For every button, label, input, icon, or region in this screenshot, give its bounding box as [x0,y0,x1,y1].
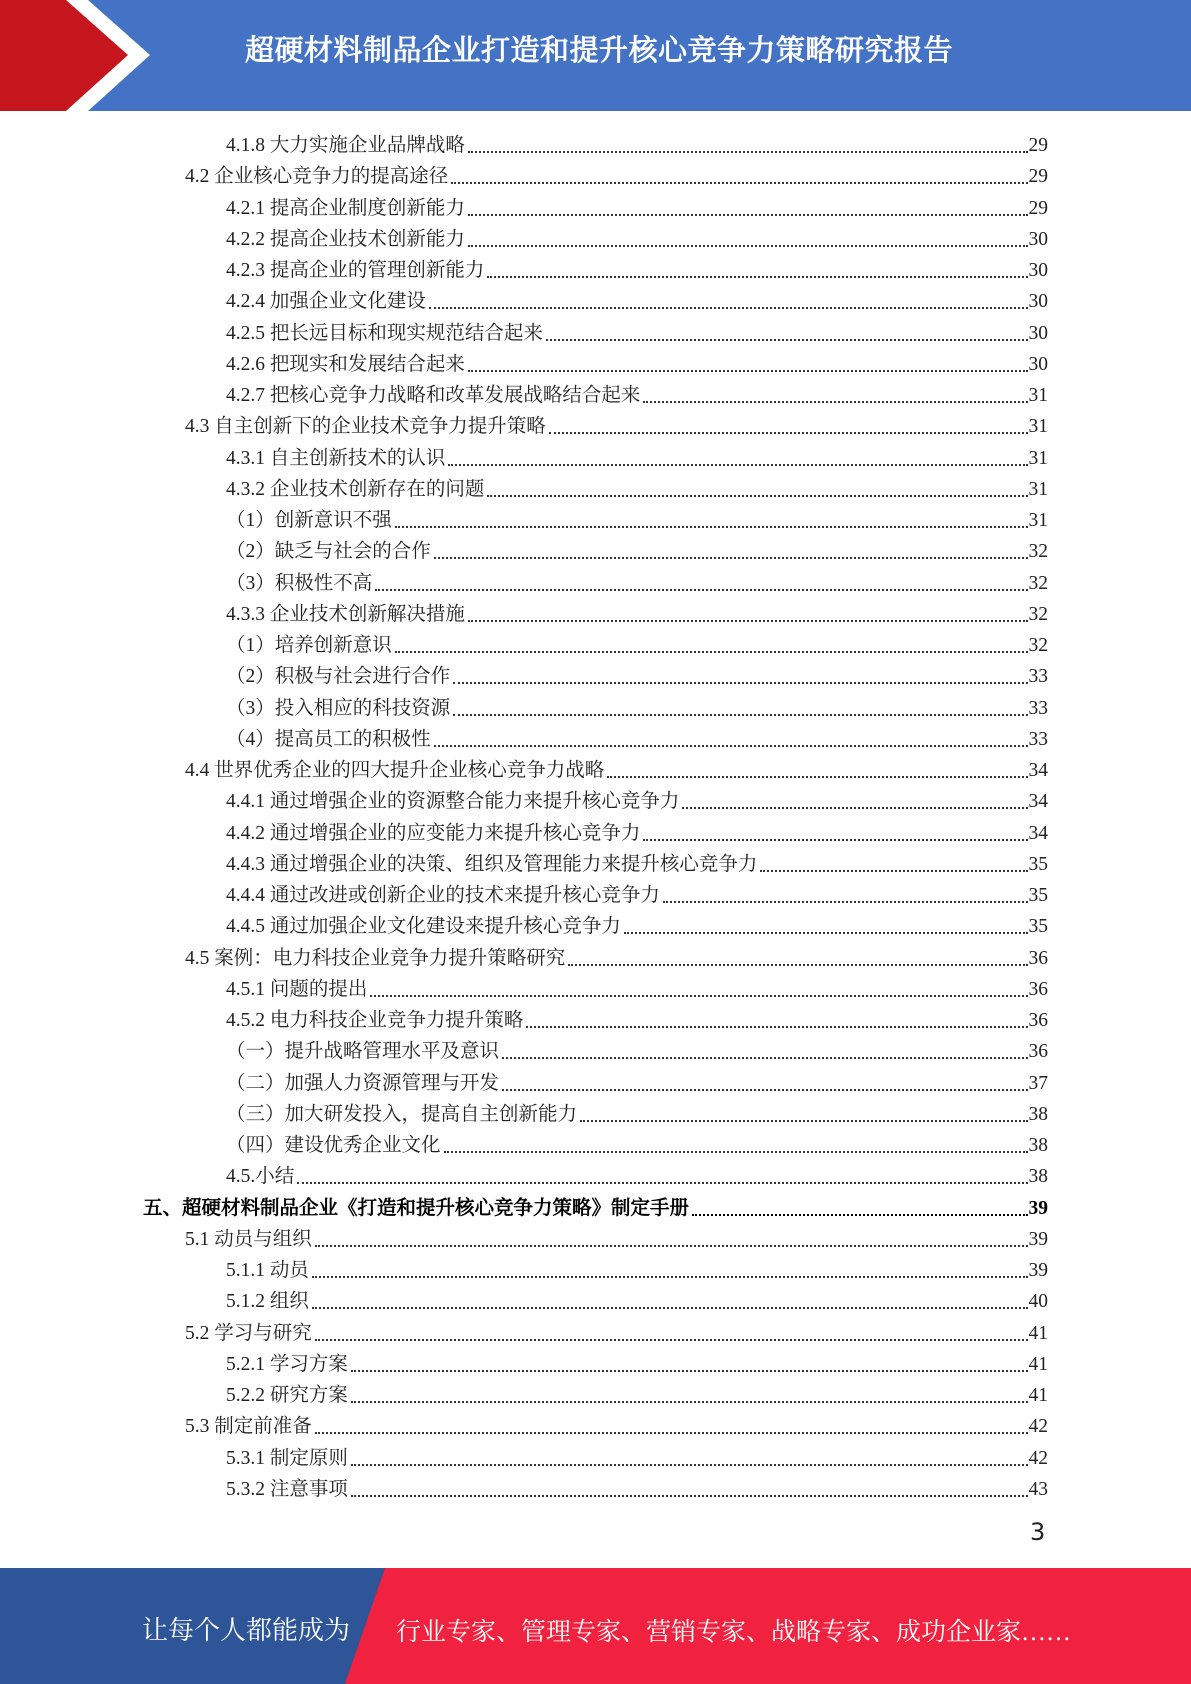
toc-entry-page: 38 [1028,1103,1048,1125]
toc-entry-title: 4.4 世界优秀企业的四大提升企业核心竞争力战略 [185,760,605,781]
toc-entry-title: 4.3.2 企业技术创新存在的问题 [226,478,485,500]
toc-entry-title: 5.1.1 动员 [226,1260,309,1281]
toc-entry-title: （一）提升战略管理水平及意识 [226,1041,500,1063]
toc-entry-title: 4.2 企业核心竞争力的提高途径 [185,166,449,188]
toc-entry-page: 36 [1028,1041,1048,1063]
toc-entry-title: 4.5.小结 [226,1166,295,1188]
toc-entry-title: 4.5.1 问题的提出 [226,978,368,1000]
toc-leader-dots [502,1057,1027,1059]
toc-entry-page: 31 [1028,447,1048,469]
toc-leader-dots [429,307,1028,309]
toc-leader-dots [315,1432,1028,1434]
toc-entry-title: 4.5 案例：电力科技企业竞争力提升策略研究 [185,947,566,969]
toc-leader-dots [312,1307,1028,1309]
toc-leader-dots [468,370,1028,372]
toc-leader-dots [375,589,1027,591]
toc-entry-title: 4.4.4 通过改进或创新企业的技术来提升核心竞争力 [226,885,660,906]
toc-entry[interactable] [226,690,1048,721]
toc-leader-dots [468,620,1028,622]
toc-entry-title: 4.2.2 提高企业技术创新能力 [226,228,465,250]
toc-entry[interactable] [226,846,1048,877]
toc-entry-page: 34 [1028,760,1048,781]
toc-entry-title: 4.4.5 通过加强企业文化建设来提升核心竞争力 [226,916,621,938]
toc-leader-dots [580,1120,1027,1122]
toc-leader-dots [453,714,1027,716]
toc-entry-page: 35 [1028,885,1048,906]
toc-entry[interactable] [226,908,1048,939]
toc-leader-dots [663,901,1028,903]
toc-entry[interactable] [226,1033,1048,1064]
toc-entry-page: 30 [1028,353,1048,375]
toc-entry[interactable] [185,940,1048,971]
toc-leader-dots [549,432,1028,434]
toc-entry-page: 33 [1028,728,1048,750]
toc-entry[interactable] [226,315,1048,346]
toc-entry-page: 29 [1028,135,1048,156]
toc-entry[interactable] [226,283,1048,314]
toc-entry-page: 33 [1028,697,1048,719]
toc-entry-title: 5.1 动员与组织 [185,1228,312,1250]
page-header [0,0,1191,111]
toc-entry-page: 30 [1028,228,1048,250]
toc-leader-dots [468,151,1028,153]
toc-entry-title: （三）加大研发投入，提高自主创新能力 [226,1103,578,1125]
toc-entry[interactable] [226,1127,1048,1158]
toc-entry-page: 31 [1028,510,1048,531]
toc-entry-page: 38 [1028,1135,1048,1156]
toc-entry-title: 5.3.2 注意事项 [226,1478,348,1500]
toc-entry-title: 5.2.1 学习方案 [226,1353,348,1375]
page-number: 3 [1030,1518,1046,1546]
toc-entry-title: 4.2.5 把长远目标和现实规范结合起来 [226,322,543,344]
toc-leader-dots [502,1089,1027,1091]
toc-entry-page: 34 [1028,822,1048,844]
toc-entry-page: 37 [1028,1072,1048,1094]
toc-entry-title: 4.3.1 自主创新技术的认识 [226,447,446,469]
toc-leader-dots [526,1026,1027,1028]
toc-leader-dots [434,745,1028,747]
toc-leader-dots [297,1182,1027,1184]
toc-leader-dots [468,214,1028,216]
toc-entry-page: 41 [1028,1385,1048,1406]
footer-slogan-right: 行业专家、管理专家、营销专家、战略专家、成功企业家…… [396,1619,1072,1646]
toc-entry-page: 39 [1028,1197,1048,1219]
toc-entry-page: 39 [1028,1228,1048,1250]
toc-leader-dots [434,557,1028,559]
toc-entry-page: 39 [1028,1260,1048,1281]
toc-entry-title: （3）投入相应的科技资源 [226,697,451,719]
toc-leader-dots [468,245,1028,247]
toc-leader-dots [315,1245,1028,1247]
toc-entry-page: 34 [1028,791,1048,813]
toc-entry-page: 35 [1028,916,1048,938]
toc-entry-title: （3）积极性不高 [226,572,373,594]
toc-entry-page: 30 [1028,260,1048,281]
toc-leader-dots [643,401,1027,403]
toc-leader-dots [643,839,1027,841]
toc-entry-page: 29 [1028,166,1048,188]
toc-entry[interactable] [226,1283,1048,1314]
toc-entry-title: 4.2.1 提高企业制度创新能力 [226,197,465,219]
toc-entry[interactable] [226,877,1048,908]
toc-entry[interactable] [226,440,1048,471]
toc-entry-title: 4.2.4 加强企业文化建设 [226,291,426,313]
toc-entry-page: 31 [1028,416,1048,438]
toc-entry[interactable] [226,815,1048,846]
page-footer [0,1568,1191,1684]
toc-entry[interactable] [226,1377,1048,1408]
toc-leader-dots [351,1495,1028,1497]
toc-entry[interactable] [226,721,1048,752]
toc-entry[interactable] [226,127,1048,158]
toc-leader-dots [692,1214,1027,1216]
toc-leader-dots [370,995,1027,997]
toc-entry-page: 43 [1028,1478,1048,1500]
toc-entry-title: 4.3.3 企业技术创新解决措施 [226,603,465,625]
toc-entry[interactable] [226,252,1048,283]
toc-entry-title: （2）缺乏与社会的合作 [226,541,431,563]
toc-entry-page: 30 [1028,291,1048,313]
toc-entry[interactable] [226,1252,1048,1283]
toc-entry-title: 5.3 制定前准备 [185,1416,312,1438]
toc-entry[interactable] [185,1408,1048,1439]
toc-entry[interactable] [226,221,1048,252]
toc-entry-page: 32 [1028,603,1048,625]
toc-entry-title: 4.4.2 通过增强企业的应变能力来提升核心竞争力 [226,822,641,844]
toc-entry[interactable] [226,1471,1048,1502]
toc-entry[interactable] [226,1002,1048,1033]
toc-entry-title: 5.2 学习与研究 [185,1322,312,1344]
toc-entry[interactable] [226,1158,1048,1189]
toc-entry[interactable] [185,752,1048,783]
toc-entry-title: 4.2.3 提高企业的管理创新能力 [226,260,485,281]
toc-entry[interactable] [226,627,1048,658]
toc-entry-page: 32 [1028,572,1048,594]
toc-entry[interactable] [226,565,1048,596]
toc-entry[interactable] [226,1065,1048,1096]
toc-entry-title: （4）提高员工的积极性 [226,728,431,750]
toc-entry-title: （二）加强人力资源管理与开发 [226,1072,500,1094]
toc-entry-title: 五、超硬材料制品企业《打造和提升核心竞争力策略》制定手册 [143,1197,690,1219]
toc-entry[interactable] [226,346,1048,377]
toc-leader-dots [351,1370,1028,1372]
toc-entry-title: 4.4.1 通过增强企业的资源整合能力来提升核心竞争力 [226,791,680,813]
toc-entry-title: （1）创新意识不强 [226,510,392,531]
toc-leader-dots [444,1151,1028,1153]
toc-entry[interactable] [185,1221,1048,1252]
toc-leader-dots [487,276,1027,278]
footer-slogan-left: 让每个人都能成为 [142,1616,351,1645]
toc-entry-title: （2）积极与社会进行合作 [226,666,451,688]
toc-leader-dots [395,526,1028,528]
toc-entry-title: 4.2.7 把核心竞争力战略和改革发展战略结合起来 [226,385,641,406]
toc-entry[interactable] [226,533,1048,564]
toc-entry[interactable] [226,596,1048,627]
toc-entry[interactable] [185,158,1048,189]
toc-leader-dots [315,1339,1028,1341]
toc-entry-page: 38 [1028,1166,1048,1188]
toc-entry-title: （四）建设优秀企业文化 [226,1135,441,1156]
toc-entry-title: 5.1.2 组织 [226,1291,309,1313]
toc-entry-title: 5.2.2 研究方案 [226,1385,348,1406]
toc-entry-page: 31 [1028,385,1048,406]
toc-entry-title: 4.1.8 大力实施企业品牌战略 [226,135,465,156]
toc-entry-page: 42 [1028,1447,1048,1469]
toc-entry-page: 41 [1028,1353,1048,1375]
toc-leader-dots [607,776,1027,778]
toc-entry-title: 4.2.6 把现实和发展结合起来 [226,353,465,375]
toc-entry-title: 4.4.3 通过增强企业的决策、组织及管理能力来提升核心竞争力 [226,853,758,875]
toc-entry-title: 4.5.2 电力科技企业竞争力提升策略 [226,1010,524,1031]
toc-entry-title: 5.3.1 制定原则 [226,1447,348,1469]
toc-entry-page: 35 [1028,853,1048,875]
header-title: 超硬材料制品企业打造和提升核心竞争力策略研究报告 [245,33,954,67]
toc-entry-page: 33 [1028,666,1048,688]
toc-entry-title: （1）培养创新意识 [226,635,392,656]
toc-entry[interactable] [226,190,1048,221]
toc-entry-page: 31 [1028,478,1048,500]
toc-entry[interactable] [143,1190,1048,1221]
toc-entry-page: 41 [1028,1322,1048,1344]
toc-entry[interactable] [226,1440,1048,1471]
toc-leader-dots [351,1401,1028,1403]
toc-entry[interactable] [226,783,1048,814]
toc-leader-dots [448,464,1027,466]
toc-entry-page: 32 [1028,541,1048,563]
toc-leader-dots [451,182,1027,184]
toc-leader-dots [546,339,1028,341]
toc-entry[interactable] [185,1315,1048,1346]
toc-entry-page: 36 [1028,978,1048,1000]
toc-leader-dots [624,932,1028,934]
toc-leader-dots [487,495,1027,497]
toc-entry[interactable] [226,377,1048,408]
toc-leader-dots [453,682,1027,684]
toc-entry-page: 42 [1028,1416,1048,1438]
toc-entry-page: 29 [1028,197,1048,219]
toc-entry-title: 4.3 自主创新下的企业技术竞争力提升策略 [185,416,546,438]
toc-leader-dots [395,651,1028,653]
toc-entry-page: 32 [1028,635,1048,656]
toc-leader-dots [682,807,1027,809]
toc-entry-page: 36 [1028,947,1048,969]
toc-entry[interactable] [226,502,1048,533]
toc-leader-dots [312,1276,1028,1278]
toc-leader-dots [351,1464,1028,1466]
toc-entry[interactable] [226,971,1048,1002]
toc-entry-page: 40 [1028,1291,1048,1313]
toc-entry-page: 36 [1028,1010,1048,1031]
toc-entry[interactable] [226,1346,1048,1377]
toc-leader-dots [760,870,1027,872]
toc-entry[interactable] [185,408,1048,439]
toc-entry[interactable] [226,658,1048,689]
toc-leader-dots [568,964,1027,966]
toc-entry[interactable] [226,1096,1048,1127]
toc-entry-page: 30 [1028,322,1048,344]
toc-entry[interactable] [226,471,1048,502]
